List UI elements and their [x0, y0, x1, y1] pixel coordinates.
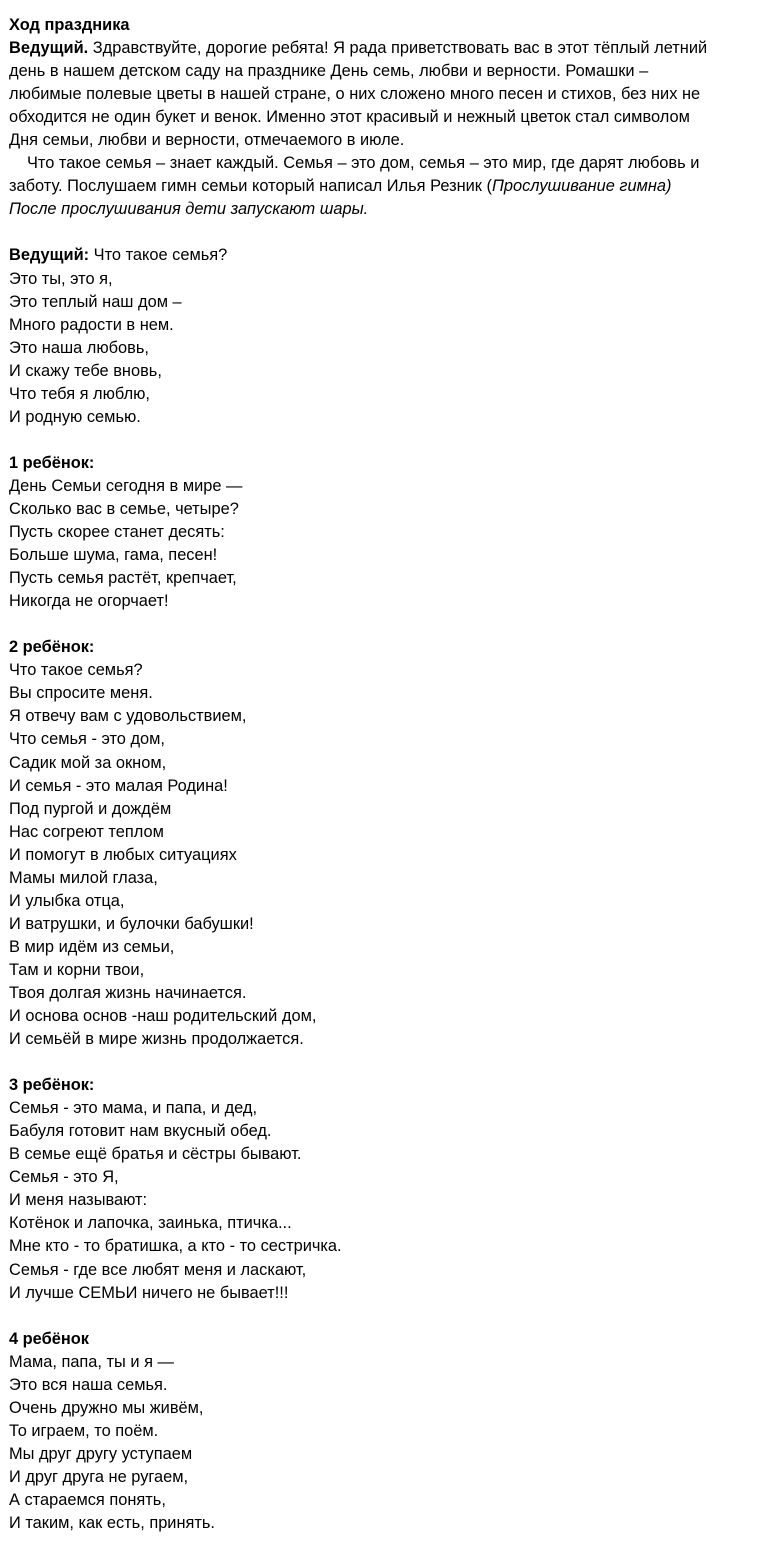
verse-line: Семья - это мама, и папа, и дед,: [9, 1099, 258, 1118]
verse-line: Это вся наша семья.: [9, 1375, 168, 1394]
child-3-poem: [9, 1074, 751, 1304]
verse-line: Никогда не огорчает!: [9, 592, 169, 611]
verse-line: Садик мой за окном,: [9, 753, 167, 772]
verse-text: Что такое семья?: [89, 246, 228, 265]
host-poem: [9, 244, 751, 428]
stage-direction: Прослушивание гимна): [492, 177, 672, 196]
verse-line: Очень дружно мы живём,: [9, 1398, 204, 1417]
verse-lines: [9, 1351, 751, 1535]
spacer: [9, 221, 751, 244]
child-heading: 2 ребёнок:: [9, 638, 95, 657]
verse-line: Котёнок и лапочка, заинька, птичка...: [9, 1214, 292, 1233]
verse-line: И родную семью.: [9, 407, 141, 426]
verse-line: В семье ещё братья и сёстры бывают.: [9, 1145, 302, 1164]
verse-line: Это теплый наш дом –: [9, 292, 182, 311]
verse-line: И семьёй в мире жизнь продолжается.: [9, 1030, 304, 1049]
verse-line: Сколько вас в семье, четыре?: [9, 499, 239, 518]
verse-line: И лучше СЕМЬИ ничего не бывает!!!: [9, 1283, 289, 1302]
host-label: Ведущий.: [9, 39, 89, 58]
verse-line: А стараемся понять,: [9, 1491, 166, 1509]
verse-line: И друг друга не ругаем,: [9, 1467, 189, 1486]
verse-line: И основа основ -наш родительский дом,: [9, 1007, 317, 1026]
verse-line: И скажу тебе вновь,: [9, 361, 162, 380]
verse-line: Мы друг другу уступаем: [9, 1444, 193, 1463]
verse-line: И семья - это малая Родина!: [9, 776, 228, 795]
verse-line: Я отвечу вам с удовольствием,: [9, 707, 247, 726]
verse-line: То играем, то поём.: [9, 1421, 159, 1440]
verse-lines: [9, 475, 751, 613]
intro-line: Что такое семья – знает каждый. Семья – это дом, семья – это мир, где дарят любовь и: [27, 154, 700, 173]
spacer: [9, 1051, 751, 1074]
intro-line: Дня семьи, любви и верности, отмечаемого в июле.: [9, 131, 405, 150]
verse-lines: [9, 1097, 751, 1304]
child-1-poem: [9, 452, 751, 613]
child-heading: 1 ребёнок:: [9, 453, 95, 472]
child-2-poem: [9, 636, 751, 1051]
page-title: Ход праздника: [9, 16, 130, 34]
verse-line: Вы спросите меня.: [9, 684, 153, 703]
verse-line: Мама, папа, ты и я —: [9, 1352, 174, 1371]
verse-line: И помогут в любых ситуациях: [9, 845, 237, 864]
intro-line: день в нашем детском саду на празднике День семь, любви и верности. Ромашки –: [9, 62, 649, 81]
verse-line: День Семьи сегодня в мире —: [9, 476, 243, 495]
verse-line: И таким, как есть, принять.: [9, 1514, 215, 1533]
child-4-poem: [9, 1328, 751, 1535]
verse-line: Больше шума, гама, песен!: [9, 546, 218, 565]
verse-lines: [9, 268, 751, 429]
spacer: [9, 429, 751, 452]
verse-line: Это ты, это я,: [9, 269, 113, 288]
verse-line: И улыбка отца,: [9, 891, 125, 910]
intro-text: заботу. Послушаем гимн семьи который написал Илья Резник (: [9, 177, 492, 196]
verse-line: Что тебя я люблю,: [9, 384, 150, 403]
intro-line: [9, 37, 751, 60]
verse-line: Там и корни твои,: [9, 960, 145, 979]
child-heading: 3 ребёнок:: [9, 1076, 95, 1095]
verse-lines: [9, 659, 751, 1051]
verse-line: Семья - это Я,: [9, 1168, 119, 1187]
verse-line: Пусть семья растёт, крепчает,: [9, 569, 237, 588]
verse-line: Что семья - это дом,: [9, 730, 165, 749]
verse-line: Пусть скорее станет десять:: [9, 523, 225, 542]
verse-line: И меня называют:: [9, 1191, 148, 1210]
verse-line: Что такое семья?: [9, 661, 143, 680]
intro-section: [9, 37, 751, 221]
verse-line: [9, 244, 751, 267]
child-heading: 4 ребёнок: [9, 1329, 89, 1348]
verse-line: Это наша любовь,: [9, 338, 149, 357]
intro-text: Здравствуйте, дорогие ребята! Я рада приветствовать вас в этот тёплый летний: [88, 39, 708, 58]
verse-line: Много радости в нем.: [9, 315, 174, 334]
verse-line: Нас согреют теплом: [9, 822, 164, 841]
verse-line: Под пургой и дождём: [9, 799, 172, 818]
verse-line: И ватрушки, и булочки бабушки!: [9, 914, 254, 933]
verse-line: Семья - где все любят меня и ласкают,: [9, 1260, 307, 1279]
stage-direction: После прослушивания дети запускают шары.: [9, 200, 369, 219]
host-label: Ведущий:: [9, 246, 90, 265]
verse-line: Мне кто - то братишка, а кто - то сестричка.: [9, 1237, 342, 1256]
intro-line: обходится не один букет и венок. Именно этот красивый и нежный цветок стал символом: [9, 108, 690, 127]
spacer: [9, 1305, 751, 1328]
intro-line: любимые полевые цветы в нашей стране, о них сложено много песен и стихов, без них не: [9, 85, 701, 104]
spacer: [9, 613, 751, 636]
intro-line: [9, 175, 751, 198]
verse-line: Мамы милой глаза,: [9, 868, 158, 887]
verse-line: В мир идём из семьи,: [9, 937, 175, 956]
verse-line: Твоя долгая жизнь начинается.: [9, 983, 247, 1002]
verse-line: Бабуля готовит нам вкусный обед.: [9, 1122, 272, 1141]
